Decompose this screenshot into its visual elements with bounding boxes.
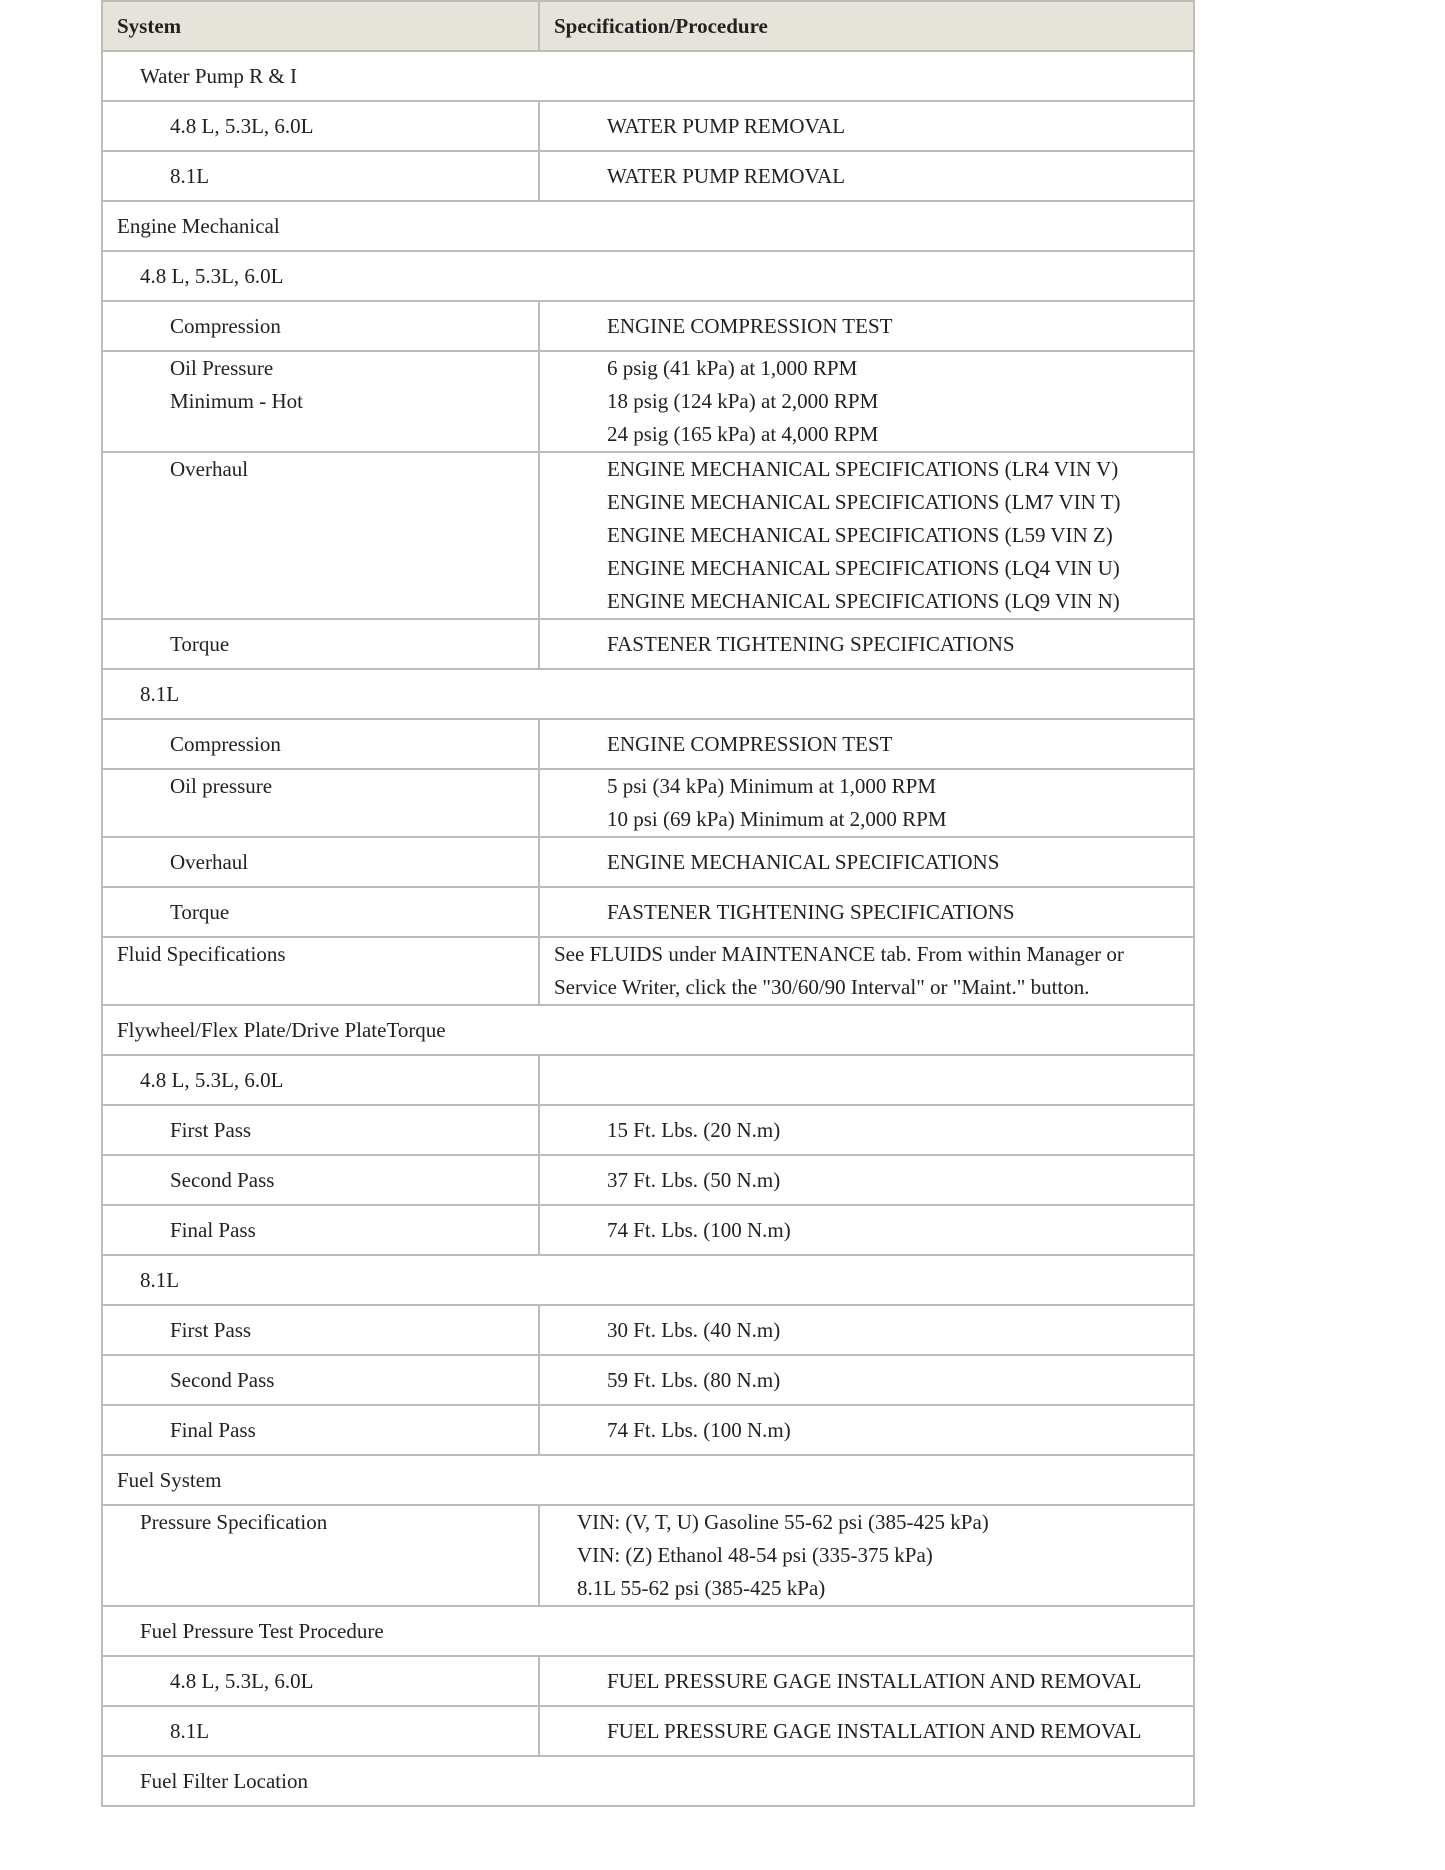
spec-line: 18 psig (124 kPa) at 2,000 RPM: [607, 389, 879, 413]
procedure-link[interactable]: WATER PUMP REMOVAL: [539, 151, 1194, 201]
table-row: [102, 151, 1194, 201]
table-row: [102, 619, 1194, 669]
spec-value: [539, 769, 1194, 837]
table-row: [102, 1706, 1194, 1756]
row-label: Final Pass: [102, 1205, 539, 1255]
procedure-link[interactable]: ENGINE MECHANICAL SPECIFICATIONS: [539, 837, 1194, 887]
row-label: Compression: [102, 719, 539, 769]
row-label: First Pass: [102, 1105, 539, 1155]
row-label: [102, 1505, 539, 1606]
table-row: [102, 351, 1194, 452]
column-header-system: System: [102, 1, 539, 51]
spec-line: 8.1L 55-62 psi (385-425 kPa): [577, 1576, 826, 1600]
table-row: [102, 452, 1194, 619]
subsection-title: Fuel Filter Location: [102, 1756, 1194, 1806]
table-row: [102, 301, 1194, 351]
oil-pressure-label: Oil pressure: [170, 774, 273, 798]
row-label: Compression: [102, 301, 539, 351]
table-row: [102, 769, 1194, 837]
oil-pressure-sublabel: Minimum - Hot: [170, 389, 304, 413]
spec-value: 30 Ft. Lbs. (40 N.m): [539, 1305, 1194, 1355]
spec-line: 24 psig (165 kPa) at 4,000 RPM: [607, 422, 879, 446]
spec-line: See FLUIDS under MAINTENANCE tab. From within Manager or: [554, 942, 1124, 966]
oil-pressure-label: Oil Pressure: [170, 356, 274, 380]
subsection-row: [102, 1756, 1194, 1806]
section-title: Water Pump R & I: [102, 51, 1194, 101]
spec-value: [539, 1505, 1194, 1606]
table-header-row: [102, 1, 1194, 51]
spec-value: [539, 937, 1194, 1005]
procedure-link[interactable]: ENGINE MECHANICAL SPECIFICATIONS (LQ4 VIN U): [607, 556, 1120, 580]
subsection-title: 8.1L: [102, 1255, 1194, 1305]
procedure-link[interactable]: ENGINE MECHANICAL SPECIFICATIONS (LQ9 VIN N): [607, 589, 1120, 613]
procedure-link[interactable]: ENGINE MECHANICAL SPECIFICATIONS (LR4 VIN V): [607, 457, 1119, 481]
procedure-link[interactable]: FASTENER TIGHTENING SPECIFICATIONS: [539, 887, 1194, 937]
table-row: [102, 1505, 1194, 1606]
table-row: [102, 837, 1194, 887]
spec-value: 74 Ft. Lbs. (100 N.m): [539, 1405, 1194, 1455]
table-row: [102, 1305, 1194, 1355]
row-label: Torque: [102, 887, 539, 937]
table-row: [102, 101, 1194, 151]
table-row: [102, 937, 1194, 1005]
column-header-specification: Specification/Procedure: [539, 1, 1194, 51]
row-label: Second Pass: [102, 1355, 539, 1405]
row-label: [102, 769, 539, 837]
procedure-link[interactable]: ENGINE MECHANICAL SPECIFICATIONS (LM7 VIN T): [607, 490, 1121, 514]
row-label: [102, 351, 539, 452]
spec-line: 6 psig (41 kPa) at 1,000 RPM: [607, 356, 858, 380]
spec-line: Service Writer, click the "30/60/90 Interval" or "Maint." button.: [554, 975, 1090, 999]
spec-value: 37 Ft. Lbs. (50 N.m): [539, 1155, 1194, 1205]
spec-value: [539, 351, 1194, 452]
table-row: [102, 1656, 1194, 1706]
overhaul-label: Overhaul: [170, 457, 249, 481]
row-label: 4.8 L, 5.3L, 6.0L: [102, 1656, 539, 1706]
section-title: Engine Mechanical: [102, 201, 1194, 251]
row-label: Second Pass: [102, 1155, 539, 1205]
spec-line: VIN: (V, T, U) Gasoline 55-62 psi (385-425 kPa): [577, 1510, 989, 1534]
row-label: [102, 937, 539, 1005]
pressure-label: Pressure Specification: [140, 1510, 328, 1534]
subsection-title: 4.8 L, 5.3L, 6.0L: [102, 251, 1194, 301]
section-row-water-pump: [102, 51, 1194, 101]
procedure-link[interactable]: WATER PUMP REMOVAL: [539, 101, 1194, 151]
fluid-label: Fluid Specifications: [117, 942, 286, 966]
row-label: Torque: [102, 619, 539, 669]
table-row: [102, 1405, 1194, 1455]
row-label: 8.1L: [102, 151, 539, 201]
table-row: [102, 719, 1194, 769]
spec-line: VIN: (Z) Ethanol 48-54 psi (335-375 kPa): [577, 1543, 933, 1567]
procedure-link[interactable]: ENGINE MECHANICAL SPECIFICATIONS (L59 VIN Z): [607, 523, 1113, 547]
section-row-fuel-system: [102, 1455, 1194, 1505]
subsection-row: [102, 669, 1194, 719]
procedure-link[interactable]: ENGINE COMPRESSION TEST: [539, 719, 1194, 769]
procedure-link[interactable]: FUEL PRESSURE GAGE INSTALLATION AND REMOVAL: [539, 1656, 1194, 1706]
spec-value: 74 Ft. Lbs. (100 N.m): [539, 1205, 1194, 1255]
procedure-link[interactable]: ENGINE COMPRESSION TEST: [539, 301, 1194, 351]
subsection-title: 8.1L: [102, 669, 1194, 719]
subsection-title: Fuel Pressure Test Procedure: [102, 1606, 1194, 1656]
table-row: [102, 1205, 1194, 1255]
table-row: [102, 1105, 1194, 1155]
row-label: Final Pass: [102, 1405, 539, 1455]
table-row: [102, 1155, 1194, 1205]
procedure-link[interactable]: FUEL PRESSURE GAGE INSTALLATION AND REMOVAL: [539, 1706, 1194, 1756]
row-label: 4.8 L, 5.3L, 6.0L: [102, 101, 539, 151]
spec-line: 10 psi (69 kPa) Minimum at 2,000 RPM: [607, 807, 947, 831]
section-row-flywheel: [102, 1005, 1194, 1055]
table-row: [102, 1355, 1194, 1405]
subsection-row: [102, 1606, 1194, 1656]
spec-value: 15 Ft. Lbs. (20 N.m): [539, 1105, 1194, 1155]
table-row: [102, 887, 1194, 937]
section-row-engine-mechanical: [102, 201, 1194, 251]
row-label: [102, 452, 539, 619]
subsection-row: [102, 251, 1194, 301]
section-title: Flywheel/Flex Plate/Drive PlateTorque: [102, 1005, 1194, 1055]
procedure-link[interactable]: FASTENER TIGHTENING SPECIFICATIONS: [539, 619, 1194, 669]
row-label: First Pass: [102, 1305, 539, 1355]
subsection-row: [102, 1255, 1194, 1305]
spec-value: [539, 452, 1194, 619]
row-label: Overhaul: [102, 837, 539, 887]
row-label: 8.1L: [102, 1706, 539, 1756]
specification-table: [101, 0, 1195, 1807]
spec-value: 59 Ft. Lbs. (80 N.m): [539, 1355, 1194, 1405]
subsection-row: [102, 1055, 1194, 1105]
subsection-title: 4.8 L, 5.3L, 6.0L: [102, 1055, 539, 1105]
section-title: Fuel System: [102, 1455, 1194, 1505]
spec-line: 5 psi (34 kPa) Minimum at 1,000 RPM: [607, 774, 937, 798]
empty-cell: [539, 1055, 1194, 1105]
